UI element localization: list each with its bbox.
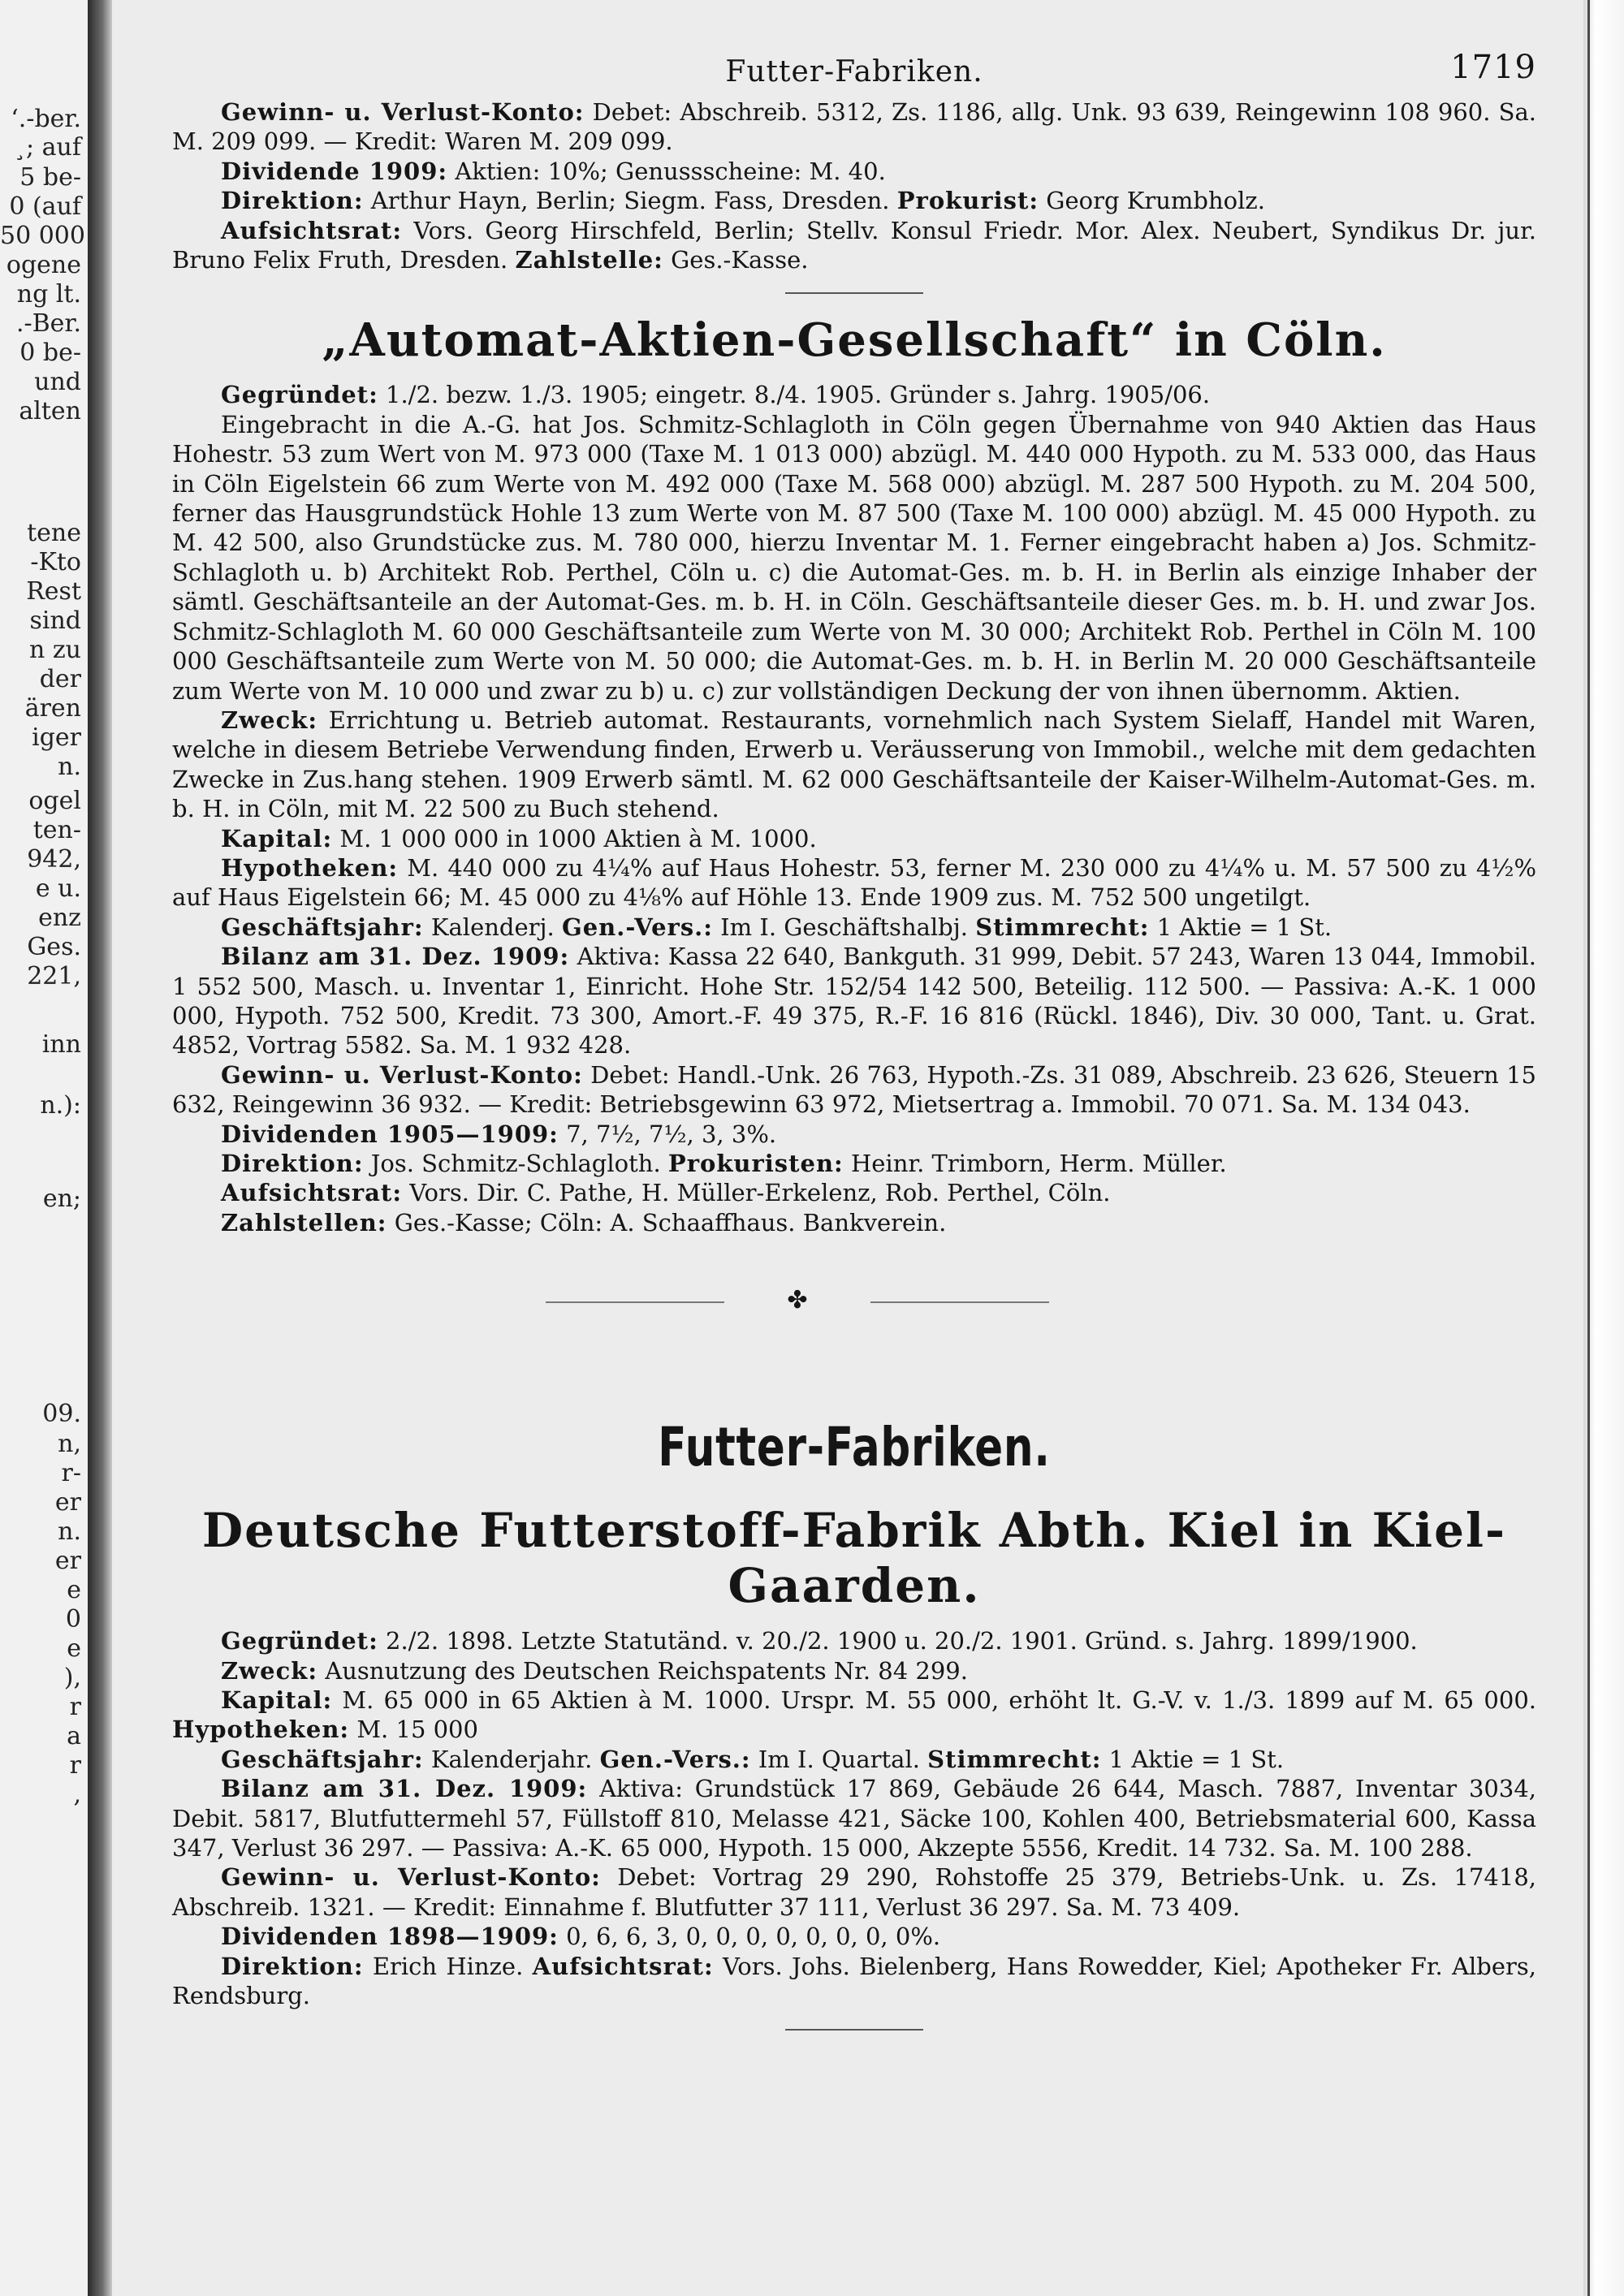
adjacent-page-text: alten [19, 397, 81, 425]
value: Ausnutzung des Deutschen Reichspatents Nr. 84 299. [317, 1656, 968, 1685]
adjacent-page-text: sind [29, 606, 81, 635]
gegruendet [172, 380, 1536, 409]
label: Gewinn- u. Verlust-Konto: [221, 98, 585, 126]
label: Kapital: [221, 1686, 333, 1715]
label: Bilanz am 31. Dez. 1909: [221, 943, 570, 971]
adjacent-page-text: ¸; auf [14, 133, 81, 162]
adjacent-page-text: n, [58, 1430, 81, 1458]
adjacent-page-text: .-Ber. [15, 309, 81, 338]
book-gutter [88, 0, 112, 2296]
previous-entry [172, 97, 1536, 274]
geschaeftsjahr [172, 1745, 1536, 1774]
adjacent-page-text: der [39, 665, 81, 693]
value: 1 Aktie = 1 St. [1101, 1745, 1285, 1773]
zweck [172, 1656, 1536, 1685]
dividenden [172, 1120, 1536, 1149]
label: Gen.-Vers.: [561, 913, 713, 941]
label: Gegründet: [221, 381, 378, 409]
adjacent-page-text: ), [63, 1664, 81, 1692]
adjacent-page-text: 221, [27, 962, 81, 990]
value: Kalenderj. [423, 913, 562, 941]
adjacent-page-text: 5 be- [19, 163, 81, 192]
adjacent-page-text: Ges. [27, 933, 81, 961]
value: Im I. Geschäftshalbj. [712, 913, 976, 941]
label: Gegründet: [221, 1627, 378, 1655]
adjacent-page-text: r [69, 1693, 81, 1721]
value: 1./2. bezw. 1./3. 1905; eingetr. 8./4. 1905. Gründer s. Jahrg. 1905/06. [378, 381, 1211, 409]
value: Kalenderjahr. [423, 1745, 600, 1773]
label: Gewinn- u. Verlust-Konto: [221, 1863, 601, 1892]
adjacent-page-text: a [67, 1722, 81, 1750]
dividenden [172, 1922, 1536, 1951]
label: Dividenden 1905—1909: [221, 1120, 559, 1148]
adjacent-page-text: ten- [32, 816, 81, 844]
direktion [172, 1149, 1536, 1178]
aufsichtsrat [172, 1178, 1536, 1207]
label: Zweck: [221, 706, 318, 734]
kapital [172, 824, 1536, 853]
value: Erich Hinze. [363, 1952, 533, 1980]
label: Geschäftsjahr: [221, 913, 424, 941]
prev-direktion [172, 186, 1536, 215]
value: Debet: Abschreib. 5312, Zs. 1186, allg. Unk. 93 639, Reingewinn 108 960. Sa. M. 209 099. — Kredit: Waren M. 209 099. [172, 98, 1536, 156]
label: Zahlstelle: [515, 246, 663, 274]
adjacent-page-text: iger [32, 723, 81, 752]
label: Aufsichtsrat: [221, 1179, 403, 1207]
ornament-line-left [546, 1301, 724, 1303]
value: Arthur Hayn, Berlin; Siegm. Fass, Dresden. [363, 187, 897, 215]
label: Dividende 1909: [221, 157, 448, 185]
adjacent-page-text: Rest [26, 577, 81, 606]
label: Gen.-Vers.: [599, 1745, 751, 1773]
adjacent-page-text: en; [42, 1185, 81, 1213]
value: Ges.-Kasse. [663, 246, 809, 274]
section-title: Futter-Fabriken. [658, 1416, 1051, 1479]
direktion-aufsichtsrat [172, 1952, 1536, 2011]
section-ornament [172, 1286, 1536, 1318]
adjacent-page-text: r- [61, 1459, 81, 1487]
adjacent-page-text: ng lt. [16, 280, 81, 309]
zweck [172, 706, 1536, 824]
document-page [112, 0, 1583, 2296]
value: Aktien: 10%; Genussscheine: M. 40. [447, 157, 886, 185]
page-header [172, 49, 1536, 97]
adjacent-page-text: enz [38, 904, 81, 932]
value: Aktiva: Kassa 22 640, Bankguth. 31 999, Debit. 57 243, Waren 13 044, Immobil. 1 552 500, Masch. u. Inventar 1, Einricht. Hohe Str. 152/54 142 500, Beteilig. 112 500. — Passiva: A.-K. 1 000 000, Hypoth. 752 500, Kredit. 73 300, Amort.-F. 49 375, R.-F. 16 816 (Rückl. 1846), Div. 30 000, Tant. u. Grat. 4852, Vortrag 5582. Sa. M. 1 932 428. [172, 943, 1536, 1060]
prev-aufsichtsrat [172, 216, 1536, 275]
adjacent-page-text: ʻ.-ber. [11, 105, 81, 133]
value: Aktiva: Grundstück 17 869, Gebäude 26 644, Masch. 7887, Inventar 3034, Debit. 5817, Blutfuttermehl 57, Füllstoff 810, Melasse 421, Säcke 100, Kohlen 400, Betriebsmaterial 600, Kassa 347, Verlust 36 297. — Passiva: A.-K. 65 000, Hypoth. 15 000, Akzepte 5556, Kredit. 14 732. Sa. M. 100 288. [172, 1775, 1536, 1862]
adjacent-page-text: e [67, 1576, 81, 1604]
value: M. 15 000 [349, 1716, 478, 1744]
label: Zweck: [221, 1656, 318, 1685]
adjacent-page-text: e [67, 1634, 81, 1663]
adjacent-page-fragment [0, 0, 88, 2296]
value: Ges.-Kasse; Cöln: A. Schaaffhaus. Bankverein. [387, 1208, 947, 1236]
adjacent-page-text: tene [27, 519, 81, 547]
value: 1 Aktie = 1 St. [1149, 913, 1332, 941]
bilanz [172, 942, 1536, 1060]
label: Stimmrecht: [975, 913, 1150, 941]
adjacent-page-text: ogene [6, 251, 81, 279]
value: Jos. Schmitz-Schlagloth. [363, 1150, 668, 1177]
label: Hypotheken: [221, 853, 399, 882]
adjacent-page-text: und [34, 368, 81, 396]
adjacent-page-text: 0 be- [19, 339, 81, 367]
adjacent-page-text: 942, [27, 845, 81, 874]
ornament-line-right [870, 1301, 1049, 1303]
bilanz [172, 1774, 1536, 1862]
value: Im I. Quartal. [750, 1745, 928, 1773]
label: Direktion: [221, 1150, 364, 1177]
adjacent-page-text: 0 (auf [9, 192, 81, 221]
adjacent-page-text: ären [24, 694, 81, 723]
adjacent-page-text: er [54, 1547, 81, 1575]
gewinn-verlust [172, 1862, 1536, 1922]
company-title: Deutsche Futterstoff-Fabrik Abth. Kiel in Kiel-Gaarden. [201, 1503, 1507, 1614]
value: Vors. Georg Hirschfeld, Berlin; Stellv. Konsul Friedr. Mor. Alex. Neubert, Syndikus Dr. jur. Bruno Felix Fruth, Dresden. [172, 216, 1536, 274]
adjacent-page-text: 0 [65, 1605, 81, 1634]
running-title: Futter-Fabriken. [725, 55, 983, 88]
label: Gewinn- u. Verlust-Konto: [221, 1060, 583, 1089]
label: Direktion: [221, 1952, 364, 1980]
company-entry-kiel [172, 1626, 1536, 2010]
adjacent-page-text: er [54, 1488, 81, 1517]
prev-dividende [172, 157, 1536, 186]
company-title: „Automat-Aktien-Gesellschaft“ in Cöln. [322, 313, 1387, 368]
value: M. 440 000 zu 4¼% auf Haus Hohestr. 53, ferner M. 230 000 zu 4¼% u. M. 57 500 zu 4½% auf Haus Eigelstein 66; M. 45 000 zu 4⅛% auf Höhle 13. Ende 1909 zus. M. 752 500 ungetilgt. [172, 853, 1536, 912]
adjacent-page-text: n. [58, 1517, 81, 1546]
label: Kapital: [221, 824, 333, 852]
adjacent-page-text: ogel [28, 787, 81, 815]
label: Zahlstellen: [221, 1208, 387, 1236]
value: 7, 7½, 7½, 3, 3%. [558, 1120, 777, 1148]
kapital [172, 1685, 1536, 1745]
value: 0, 6, 6, 3, 0, 0, 0, 0, 0, 0, 0, 0%. [558, 1923, 941, 1951]
label: Geschäftsjahr: [221, 1745, 424, 1773]
adjacent-page-text: n. [58, 753, 81, 781]
adjacent-page-text: 50 000 [0, 222, 85, 250]
label: Bilanz am 31. Dez. 1909: [221, 1775, 588, 1803]
adjacent-page-text: -Kto [30, 548, 81, 576]
label: Stimmrecht: [927, 1745, 1102, 1773]
gegruendet [172, 1626, 1536, 1655]
adjacent-page-text: n.): [40, 1091, 81, 1120]
value: M. 1 000 000 in 1000 Aktien à M. 1000. [332, 824, 817, 852]
value: 2./2. 1898. Letzte Statutänd. v. 20./2. 1900 u. 20./2. 1901. Gründ. s. Jahrg. 1899/1900. [378, 1627, 1418, 1655]
label: Dividenden 1898—1909: [221, 1923, 559, 1951]
value: Vors. Dir. C. Pathe, H. Müller-Erkelenz, Rob. Perthel, Cöln. [402, 1179, 1111, 1207]
prev-gewinn [172, 97, 1536, 157]
ornament-icon: ✤ [787, 1286, 808, 1315]
value: Heinr. Trimborn, Herm. Müller. [843, 1150, 1227, 1177]
separator-rule [785, 292, 923, 294]
page-edge-line [1587, 0, 1590, 2296]
value: Debet: Vortrag 29 290, Rohstoffe 25 379, Betriebs-Unk. u. Zs. 17418, Abschreib. 1321. — Kredit: Einnahme f. Blutfutter 37 111, Verlust 36 297. Sa. M. 73 409. [172, 1863, 1536, 1921]
adjacent-page-text: 09. [42, 1400, 81, 1428]
eingebracht: Eingebracht in die A.-G. hat Jos. Schmitz-Schlagloth in Cöln gegen Übernahme von 940 Aktien das Haus Hohestr. 53 zum Wert von M. 973 000 (Taxe M. 1 013 000) abzügl. M. 440 000 Hypoth. zu M. 533 000, das Haus in Cöln Eigelstein 66 zum Werte von M. 492 000 (Taxe M. 568 000) abzügl. M. 287 500 Hypoth. zu M. 204 500, ferner das Hausgrundstück Hohle 13 zum Werte von M. 87 500 (Taxe M. 100 000) abzügl. M. 45 000 Hypoth. zu M. 42 500, also Grundstücke zus. M. 780 000, hierzu Inventar M. 1. Ferner eingebracht haben a) Jos. Schmitz-Schlagloth u. b) Architekt Rob. Perthel, Cöln u. c) die Automat-Ges. m. b. H. in Berlin als einzige Inhaber der sämtl. Geschäftsanteile an der Automat-Ges. m. b. H. in Cöln. Geschäftsanteile dieser Ges. m. b. H. und zwar Jos. Schmitz-Schlagloth M. 60 000 Geschäftsanteile zum Werte von M. 30 000; Architekt Rob. Perthel in Cöln M. 100 000 Geschäftsanteile zum Werte von M. 50 000; die Automat-Ges. m. b. H. in Berlin M. 20 000 Geschäftsanteile zum Werte von M. 10 000 und zwar zu b) u. c) zur vollständigen Deckung der von ihnen übernomm. Aktien. [172, 410, 1536, 705]
label: Aufsichtsrat: [221, 216, 403, 244]
label: Prokuristen: [667, 1150, 844, 1177]
value: Vors. Johs. Bielenberg, Hans Rowedder, Kiel; Apotheker Fr. Albers, Rendsburg. [172, 1952, 1536, 2010]
adjacent-page-text: inn [41, 1030, 81, 1059]
page-content [172, 49, 1536, 2050]
separator-rule [785, 2029, 923, 2031]
adjacent-page-text: r [69, 1751, 81, 1780]
value: Georg Krumbholz. [1039, 187, 1265, 215]
label: Prokurist: [896, 187, 1039, 215]
label: Hypotheken: [172, 1716, 350, 1744]
adjacent-page-text: , [73, 1780, 81, 1809]
company-entry-automat [172, 380, 1536, 1237]
gewinn-verlust [172, 1060, 1536, 1120]
value: M. 65 000 in 65 Aktien à M. 1000. Urspr. M. 55 000, erhöht lt. G.-V. v. 1./3. 1899 auf M. 65 000. [332, 1686, 1536, 1715]
page-number: 1719 [1450, 49, 1536, 86]
adjacent-page-text: n zu [29, 636, 81, 664]
label: Direktion: [221, 187, 364, 215]
hypotheken [172, 853, 1536, 913]
value: Errichtung u. Betrieb automat. Restaurants, vornehmlich nach System Sielaff, Handel mit Waren, welche in diesem Betriebe Verwendung finden, Erwerb u. Veräusserung von Immobil., welche mit dem gedachten Zwecke in Zus.hang stehen. 1909 Erwerb sämtl. M. 62 000 Geschäftsanteile der Kaiser-Wilhelm-Automat-Ges. m. b. H. in Cöln, mit M. 22 500 zu Buch stehend. [172, 706, 1536, 823]
value: Debet: Handl.-Unk. 26 763, Hypoth.-Zs. 31 089, Abschreib. 23 626, Steuern 15 632, Reingewinn 36 932. — Kredit: Betriebsgewinn 63 972, Mietsertrag a. Immobil. 70 071. Sa. M. 134 043. [172, 1060, 1536, 1119]
label: Aufsichtsrat: [532, 1952, 714, 1980]
geschaeftsjahr [172, 913, 1536, 942]
zahlstellen [172, 1208, 1536, 1237]
adjacent-page-text: e u. [35, 874, 81, 903]
